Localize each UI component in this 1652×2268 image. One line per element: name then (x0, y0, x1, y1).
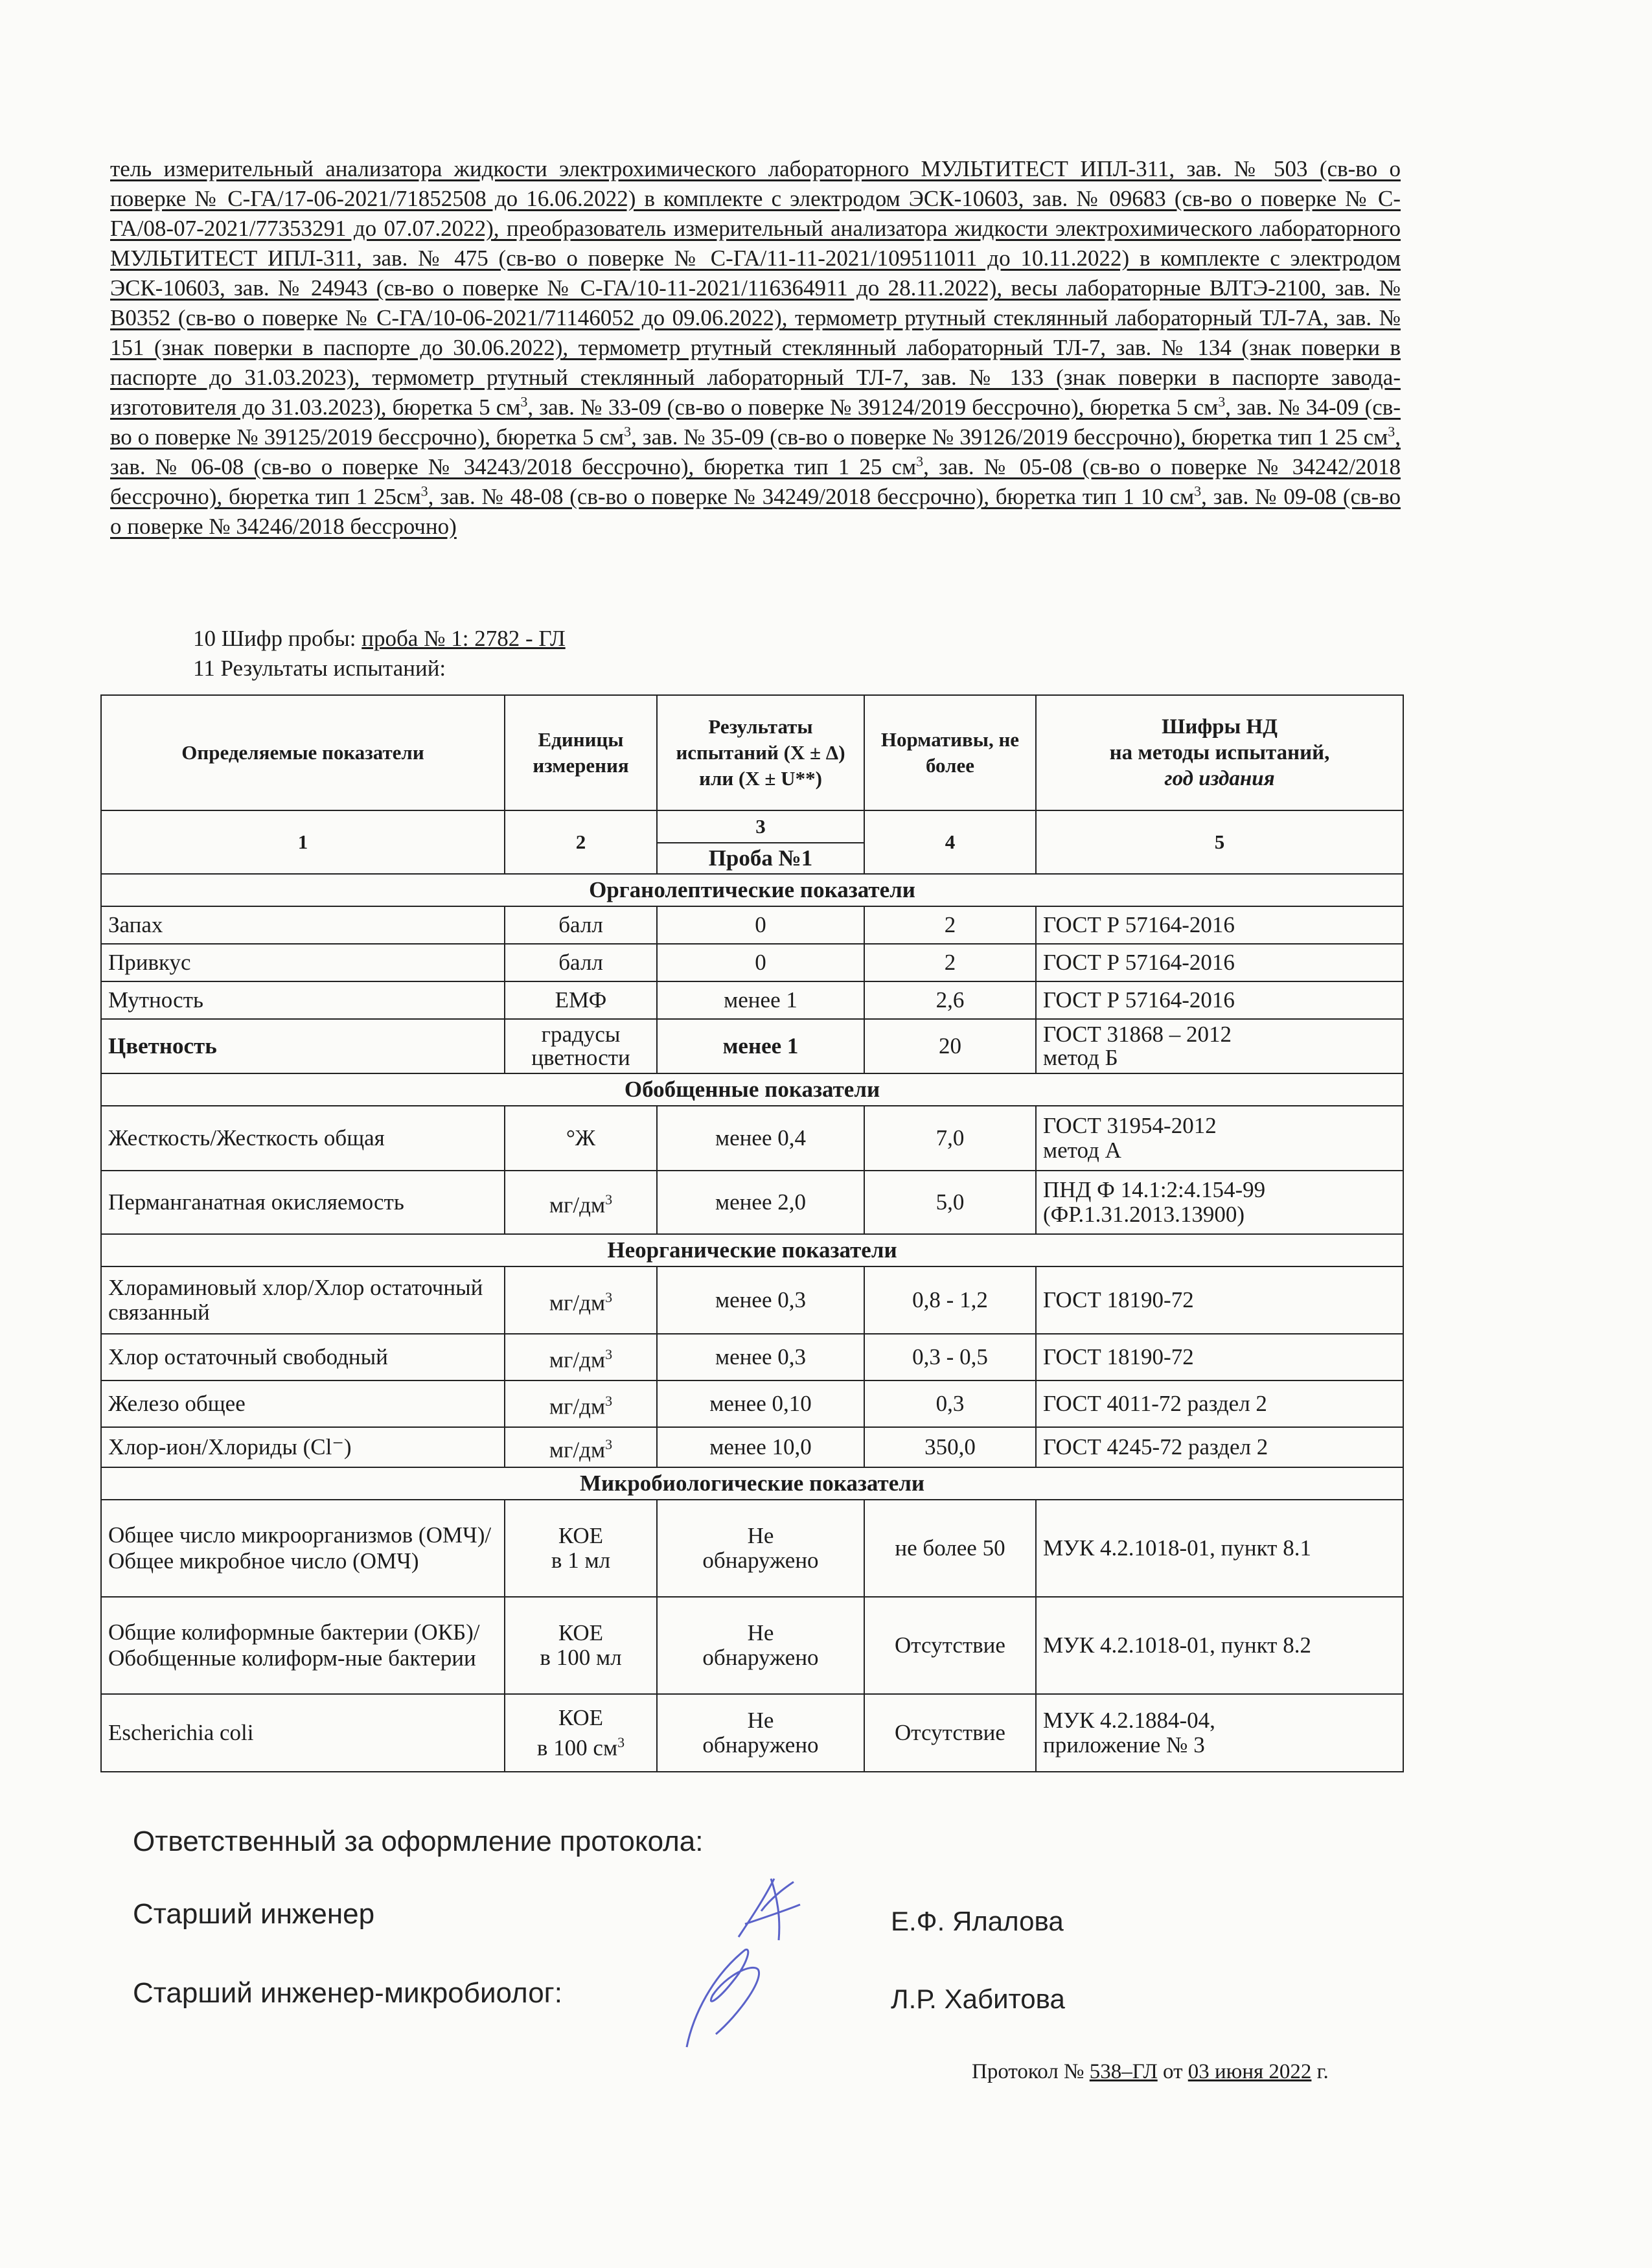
table-row (101, 1334, 1403, 1380)
norm-cell: 2 (864, 944, 1036, 981)
indicator-cell: Жесткость/Жесткость общая (101, 1106, 505, 1171)
norm-cell: 7,0 (864, 1106, 1036, 1171)
method-line: МУК 4.2.1884-04, (1043, 1708, 1215, 1733)
sample-code-line (193, 626, 566, 652)
unit-line: в 100 $см^3$ (536, 1734, 625, 1761)
method-cell (1036, 1106, 1403, 1171)
section-generalized (101, 1073, 1403, 1106)
indicator-cell: Хлораминовый хлор/Хлор остаточный связанный (101, 1266, 505, 1334)
unit-cell: ЕМФ (505, 981, 657, 1019)
result-cell: менее 0,3 (657, 1266, 864, 1334)
unit-cell: °Ж (505, 1106, 657, 1171)
sample-code-label: 10 Шифр пробы: (193, 626, 362, 651)
result-cell: 0 (657, 944, 864, 981)
sample-code-value: проба № 1: 2782 - ГЛ (361, 626, 566, 651)
results-table (100, 694, 1404, 1772)
footer-prefix: Протокол № (972, 2060, 1090, 2083)
table-row (101, 1427, 1403, 1467)
norm-cell: Отсутствие (864, 1597, 1036, 1694)
header-methods (1036, 695, 1403, 810)
header-units: Единицы измерения (505, 695, 657, 810)
unit-cell: $мг/дм^3$ (505, 1171, 657, 1234)
unit-cell: $мг/дм^3$ (505, 1266, 657, 1334)
indicator-cell: Общее число микроорганизмов (ОМЧ)/Общее микробное число (ОМЧ) (101, 1500, 505, 1597)
indicator-cell: Запах (101, 906, 505, 944)
footer-middle: от (1157, 2060, 1188, 2083)
method-line: приложение № 3 (1043, 1732, 1205, 1758)
footer-suffix: г. (1311, 2060, 1329, 2083)
col-num-2: 2 (505, 810, 657, 874)
indicator-cell: Escherichia coli (101, 1694, 505, 1772)
col-num-4: 4 (864, 810, 1036, 874)
method-cell: ГОСТ Р 57164-2016 (1036, 906, 1403, 944)
header-indicator: Определяемые показатели (101, 695, 505, 810)
unit-line: в 100 мл (540, 1645, 622, 1670)
method-cell: ГОСТ Р 57164-2016 (1036, 981, 1403, 1019)
results-label: 11 Результаты испытаний: (193, 656, 446, 681)
result-cell: менее 10,0 (657, 1427, 864, 1467)
result-cell: менее 0,10 (657, 1380, 864, 1427)
unit-cell (505, 1019, 657, 1073)
signature-2-icon (667, 1937, 784, 2054)
section-organoleptic (101, 874, 1403, 906)
unit-cell (505, 1694, 657, 1772)
section-title: Органолептические показатели (101, 874, 1403, 906)
sample-label: Проба №1 (657, 843, 864, 874)
table-row (101, 1380, 1403, 1427)
method-cell: МУК 4.2.1018-01, пункт 8.1 (1036, 1500, 1403, 1597)
table-row (101, 906, 1403, 944)
indicator-cell: Мутность (101, 981, 505, 1019)
unit-line: цветности (531, 1045, 630, 1070)
norm-cell: 0,3 - 0,5 (864, 1334, 1036, 1380)
method-cell (1036, 1694, 1403, 1772)
col-num-1: 1 (101, 810, 505, 874)
unit-line: КОЕ (558, 1523, 604, 1548)
method-cell: ГОСТ 18190-72 (1036, 1266, 1403, 1334)
method-line: ГОСТ 31954-2012 (1043, 1113, 1217, 1138)
result-line: Не (747, 1708, 774, 1733)
result-cell (657, 1500, 864, 1597)
unit-line: КОЕ (558, 1704, 604, 1730)
unit-text: мг/дм (549, 1290, 606, 1316)
result-line: Не (747, 1523, 774, 1548)
unit-text: мг/дм (549, 1393, 606, 1419)
unit-cell (505, 1500, 657, 1597)
norm-cell: 2,6 (864, 981, 1036, 1019)
method-line: ПНД Ф 14.1:2:4.154-99 (1043, 1177, 1266, 1202)
method-cell: МУК 4.2.1018-01, пункт 8.2 (1036, 1597, 1403, 1694)
method-cell: ГОСТ 18190-72 (1036, 1334, 1403, 1380)
table-row (101, 1266, 1403, 1334)
norm-cell: 20 (864, 1019, 1036, 1073)
indicator-cell: Перманганатная окисляемость (101, 1171, 505, 1234)
table-row (101, 944, 1403, 981)
signer-name-1: Е.Ф. Ялалова (891, 1906, 1064, 1936)
result-cell: менее 0,4 (657, 1106, 864, 1171)
signer-name-2: Л.Р. Хабитова (891, 1984, 1065, 2014)
col-num-3: 3 (657, 810, 864, 843)
table-row (101, 1019, 1403, 1073)
table-row (101, 1597, 1403, 1694)
unit-cell: балл (505, 906, 657, 944)
unit-cell: балл (505, 944, 657, 981)
section-micro (101, 1467, 1403, 1500)
unit-text: мг/дм (549, 1192, 606, 1218)
signer-role-2: Старший инженер-микробиолог: (133, 1977, 562, 2009)
norm-cell: 2 (864, 906, 1036, 944)
unit-text: мг/дм (549, 1437, 606, 1463)
method-cell: ГОСТ 4011-72 раздел 2 (1036, 1380, 1403, 1427)
col-num-5: 5 (1036, 810, 1403, 874)
unit-text: в 100 см (536, 1735, 618, 1761)
result-line: Не (747, 1620, 774, 1645)
result-cell: 0 (657, 906, 864, 944)
indicator-cell: Общие колиформные бактерии (ОКБ)/Обобщенные колиформ-ные бактерии (101, 1597, 505, 1694)
instruments-paragraph: тель измерительный анализатора жидкости электрохимического лабораторного МУЛЬТИТЕСТ ИПЛ-311, зав. № 503 (св-во о поверке № С-ГА/17-06-2021/71852508 до 16.06.2022) в комплекте с электродом ЭСК-10603, зав. № 09683 (св-во о поверке № С-ГА/08-07-2021/77353291 до 07.07.2022), преобразователь измерительный анализатора жидкости электрохимического лабораторного МУЛЬТИТЕСТ ИПЛ-311, зав. № 475 (св-во о поверке № С-ГА/11-11-2021/109511011 до 10.11.2022) в комплекте с электродом ЭСК-10603, зав. № 24943 (св-во о поверке № С-ГА/10-11-2021/116364911 до 28.11.2022), весы лабораторные ВЛТЭ-2100, зав. № В0352 (св-во о поверке № С-ГА/10-06-2021/71146052 до 09.06.2022), термометр ртутный стеклянный лабораторный ТЛ-7А, зав. № 151 (знак поверки в паспорте до 30.06.2022), термометр ртутный стеклянный лабораторный ТЛ-7, зав. № 134 (знак поверки в паспорте до 31.03.2023), термометр ртутный стеклянный лабораторный ТЛ-7, зав. № 133 (знак поверки в паспорте завода-изготовителя до 31.03.2023), бюретка 5 $см^3$, зав. № 33-09 (св-во о поверке № 39124/2019 бессрочно), бюретка 5 $см^3$, зав. № 34-09 (св-во о поверке № 39125/2019 бессрочно), бюретка 5 $см^3$, зав. № 35-09 (св-во о поверке № 39126/2019 бессрочно), бюретка тип 1 25 $см^3$, зав. № 06-08 (св-во о поверке № 34243/2018 бессрочно), бюретка тип 1 25 $см^3$, зав. № 05-08 (св-во о поверке № 34242/2018 бессрочно), бюретка тип 1 $25см^3$, зав. № 48-08 (св-во о поверке № 34249/2018 бессрочно), бюретка тип 1 10 $см^3$, зав. № 09-08 (св-во о поверке № 34246/2018 бессрочно) (110, 156, 1401, 539)
indicator-cell: Железо общее (101, 1380, 505, 1427)
table-row (101, 1500, 1403, 1597)
section-title: Неорганические показатели (101, 1234, 1403, 1266)
method-cell: ГОСТ 4245-72 раздел 2 (1036, 1427, 1403, 1467)
result-cell: менее 1 (657, 1019, 864, 1073)
unit-cell (505, 1597, 657, 1694)
method-line: ГОСТ 31868 – 2012 (1043, 1022, 1232, 1047)
indicator-cell: Хлор-ион/Хлориды (Cl⁻) (101, 1427, 505, 1467)
norm-cell: не более 50 (864, 1500, 1036, 1597)
header-methods-l3: год издания (1164, 767, 1275, 790)
unit-line: в 1 мл (551, 1548, 611, 1573)
header-results: Результаты испытаний (X ± Δ) или (X ± U**) (657, 695, 864, 810)
method-line: метод Б (1043, 1045, 1118, 1070)
result-line: обнаружено (702, 1732, 819, 1758)
result-line: обнаружено (702, 1645, 819, 1670)
protocol-date: 03 июня 2022 (1187, 2060, 1312, 2083)
unit-line: градусы (541, 1022, 621, 1047)
result-cell (657, 1694, 864, 1772)
result-line: обнаружено (702, 1548, 819, 1573)
table-row (101, 981, 1403, 1019)
result-cell: менее 1 (657, 981, 864, 1019)
method-line: метод А (1043, 1138, 1121, 1163)
unit-cell: $мг/дм^3$ (505, 1334, 657, 1380)
norm-cell: 0,8 - 1,2 (864, 1266, 1036, 1334)
protocol-number: 538–ГЛ (1089, 2060, 1158, 2083)
unit-cell: $мг/дм^3$ (505, 1427, 657, 1467)
signer-role-1: Старший инженер (133, 1898, 375, 1930)
table-row (101, 1171, 1403, 1234)
result-cell: менее 0,3 (657, 1334, 864, 1380)
section-inorganic (101, 1234, 1403, 1266)
norm-cell: 5,0 (864, 1171, 1036, 1234)
responsible-heading: Ответственный за оформление протокола: (133, 1826, 704, 1857)
norm-cell: 0,3 (864, 1380, 1036, 1427)
header-norms: Нормативы, не более (864, 695, 1036, 810)
result-cell (657, 1597, 864, 1694)
method-line: (ФР.1.31.2013.13900) (1043, 1202, 1245, 1227)
method-cell (1036, 1019, 1403, 1073)
method-cell: ГОСТ Р 57164-2016 (1036, 944, 1403, 981)
method-cell (1036, 1171, 1403, 1234)
indicator-cell: Хлор остаточный свободный (101, 1334, 505, 1380)
norm-cell: 350,0 (864, 1427, 1036, 1467)
unit-text: мг/дм (549, 1347, 606, 1373)
norm-cell: Отсутствие (864, 1694, 1036, 1772)
section-title: Обобщенные показатели (101, 1073, 1403, 1106)
result-cell: менее 2,0 (657, 1171, 864, 1234)
column-number-row (101, 810, 1403, 843)
table-row (101, 1694, 1403, 1772)
section-title: Микробиологические показатели (101, 1467, 1403, 1500)
table-row (101, 1106, 1403, 1171)
unit-line: КОЕ (558, 1620, 604, 1645)
header-methods-l1: Шифры НД (1162, 715, 1278, 739)
unit-cell: $мг/дм^3$ (505, 1380, 657, 1427)
indicator-cell: Цветность (101, 1019, 505, 1073)
header-methods-l2: на методы испытаний, (1109, 741, 1330, 764)
protocol-footer (972, 2060, 1329, 2084)
indicator-cell: Привкус (101, 944, 505, 981)
table-header-row (101, 695, 1403, 810)
